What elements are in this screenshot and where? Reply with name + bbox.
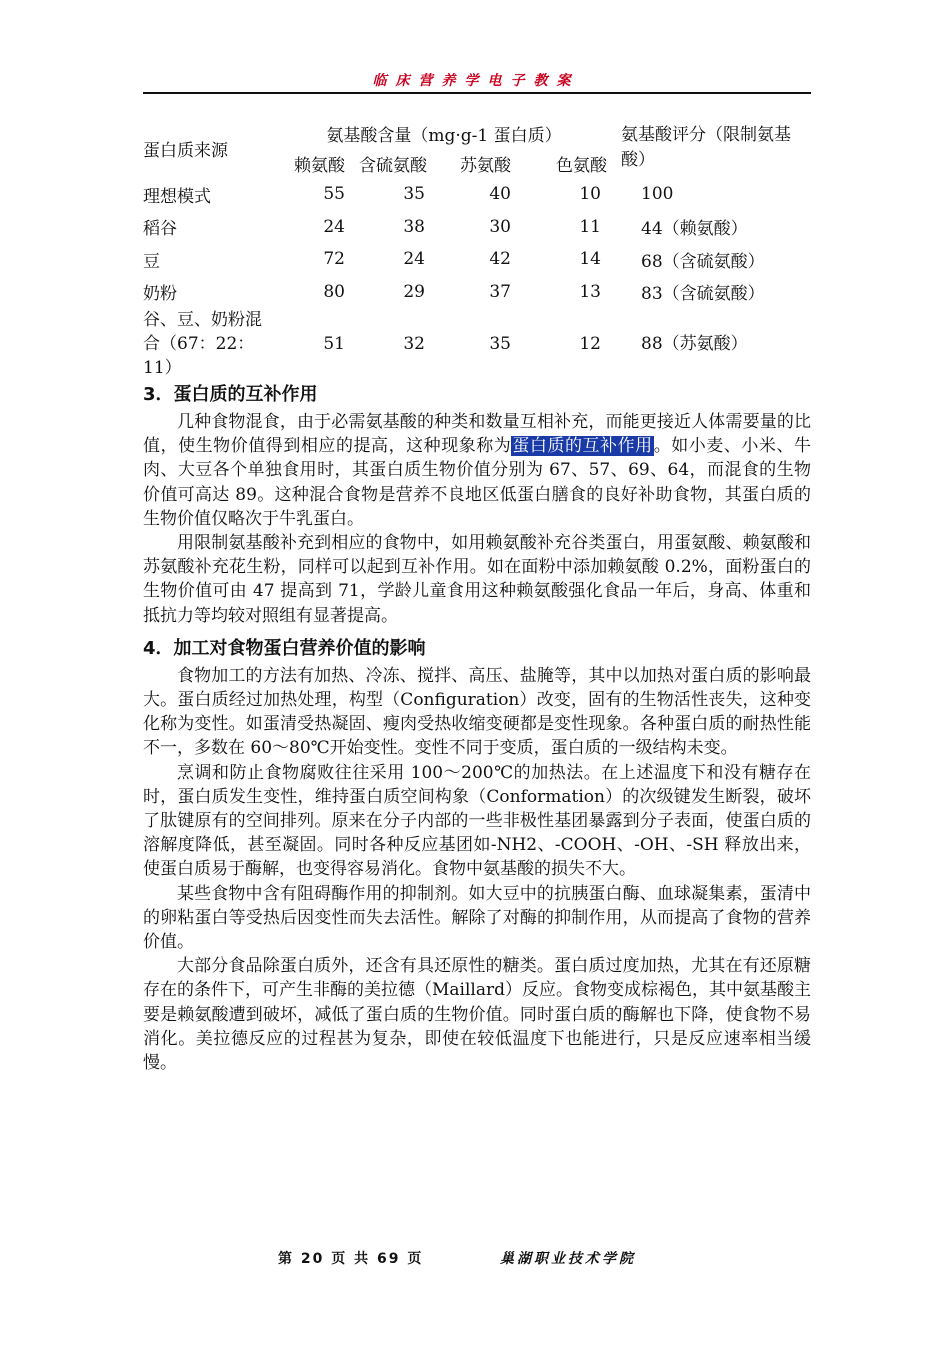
section-4-paragraph-3: 某些食物中含有阻碍酶作用的抑制剂。如大豆中的抗胰蛋白酶、血球凝集素，蛋清中的卵粘蛋白等受热后因变性而失去活性。解除了对酶的抑制作用，从而提高了食物的营养价值。 <box>143 883 811 953</box>
cell-score: 100 <box>641 184 674 205</box>
row-source: 豆 <box>143 251 160 272</box>
row-source: 稻谷 <box>143 219 177 240</box>
row-source: 奶粉 <box>143 284 177 305</box>
page-number: 第 20 页 共 69 页 <box>278 1251 424 1267</box>
section-4-paragraph-1: 食物加工的方法有加热、冷冻、搅拌、高压、盐腌等，其中以加热对蛋白质的影响最大。蛋白质经过加热处理，构型（Configuration）改变，固有的生物活性丧失，这种变化称为变性。如蛋清受热凝固、瘦肉受热收缩变硬都是变性现象。各种蛋白质的耐热性能不一，多数在 60～80℃开始变性。变性不同于变质，蛋白质的一级结构未变。 <box>143 665 811 759</box>
cell-sulfur: 32 <box>403 334 425 354</box>
row-source: 谷、豆、奶粉混合（67：22：11） <box>143 310 262 378</box>
highlighted-term: 蛋白质的互补作用 <box>512 436 653 457</box>
col-header-sulfur: 含硫氨酸 <box>359 155 427 176</box>
source-header: 蛋白质来源 <box>143 140 228 161</box>
cell-threonine: 40 <box>489 184 511 205</box>
main-content <box>143 380 811 1075</box>
para-text: 。如小麦、小米、牛肉、大豆各个单独食用时，其蛋白质生物价值分别为 67、57、69、64，而混食的生物价值可高达 89。这种混合食物是营养不良地区低蛋白膳食的良好补助食物，其蛋白质的生物价值仅略次于牛乳蛋白。 <box>143 436 812 529</box>
cell-threonine: 42 <box>489 249 511 270</box>
cell-sulfur: 29 <box>403 281 425 302</box>
cell-tryptophan: 11 <box>579 216 601 237</box>
cell-lysine: 51 <box>323 334 345 354</box>
cell-lysine: 55 <box>323 184 345 205</box>
cell-lysine: 72 <box>323 249 345 270</box>
col-header-tryptophan: 色氨酸 <box>556 155 607 176</box>
cell-lysine: 24 <box>323 216 345 237</box>
cell-threonine: 30 <box>489 216 511 237</box>
cell-tryptophan: 13 <box>579 281 601 302</box>
cell-threonine: 37 <box>489 281 511 302</box>
cell-score: 68（含硫氨酸） <box>641 251 765 272</box>
cell-sulfur: 38 <box>403 216 425 237</box>
aa-content-header: 氨基酸含量（mg·g-1 蛋白质） <box>326 125 562 146</box>
amino-acid-table <box>143 118 811 380</box>
table-row <box>143 308 811 380</box>
cell-tryptophan: 14 <box>579 249 601 270</box>
table-row <box>143 276 811 309</box>
section-4-paragraph-4: 大部分食品除蛋白质外，还含有具还原性的糖类。蛋白质过度加热，尤其在有还原糖存在的条件下，可产生非酶的美拉德（Maillard）反应。食物变成棕褐色，其中氨基酸主要是赖氨酸遭到破坏，减低了蛋白质的生物价值。同时蛋白质的酶解也下降，使食物不易消化。美拉德反应的过程甚为复杂，即使在较低温度下也能进行，只是反应速率相当缓慢。 <box>143 956 811 1074</box>
section-3-paragraph-2: 用限制氨基酸补充到相应的食物中，如用赖氨酸补充谷类蛋白，用蛋氨酸、赖氨酸和苏氨酸补充花生粉，同样可以起到互补作用。如在面粉中添加赖氨酸 0.2%，面粉蛋白的生物价值可由 47 提高到 71，学龄儿童食用这种赖氨酸强化食品一年后，身高、体重和抵抗力等均较对照组有显著提高。 <box>143 533 811 626</box>
col-header-threonine: 苏氨酸 <box>460 155 511 176</box>
table-row <box>143 211 811 244</box>
school-name: 巢湖职业技术学院 <box>500 1251 636 1267</box>
cell-tryptophan: 10 <box>579 184 601 205</box>
table-row <box>143 243 811 276</box>
table-row <box>143 178 811 211</box>
col-header-lysine: 赖氨酸 <box>294 155 345 176</box>
cell-score: 44（赖氨酸） <box>641 219 748 240</box>
para-text: 几种食物混食，由于必需氨基酸的种类和数量互相补充，而能更接近人体需要量的比值，使生物价值得到相应的提高，这种现象称为 <box>143 412 811 457</box>
cell-sulfur: 35 <box>403 184 425 205</box>
cell-sulfur: 24 <box>403 249 425 270</box>
header-divider <box>143 92 811 94</box>
section-4-heading: 4．加工对食物蛋白营养价值的影响 <box>143 637 426 659</box>
aa-score-header: 氨基酸评分（限制氨基酸） <box>621 125 791 170</box>
cell-threonine: 35 <box>489 334 511 354</box>
section-4-paragraph-2: 烹调和防止食物腐败往往采用 100～200℃的加热法。在上述温度下和没有糖存在时，蛋白质发生变性，维持蛋白质空间构象（Conformation）的次级键发生断裂，破坏了肽键原有的空间排列。原来在分子内部的一些非极性基团暴露到分子表面，使蛋白质的溶解度降低，甚至凝固。同时各种反应基团如-NH2、-COOH、-OH、-SH 释放出来，使蛋白质易于酶解，也变得容易消化。食物中氨基酸的损失不大。 <box>143 762 811 880</box>
cell-lysine: 80 <box>323 281 345 302</box>
page-header-title: 临床营养学电子教案 <box>372 73 580 89</box>
cell-score: 83（含硫氨酸） <box>641 284 765 305</box>
cell-tryptophan: 12 <box>579 334 601 354</box>
section-3-paragraph-1 <box>143 410 811 531</box>
cell-score: 88（苏氨酸） <box>641 334 748 354</box>
section-3-heading: 3．蛋白质的互补作用 <box>143 384 318 405</box>
row-source: 理想模式 <box>143 186 211 207</box>
